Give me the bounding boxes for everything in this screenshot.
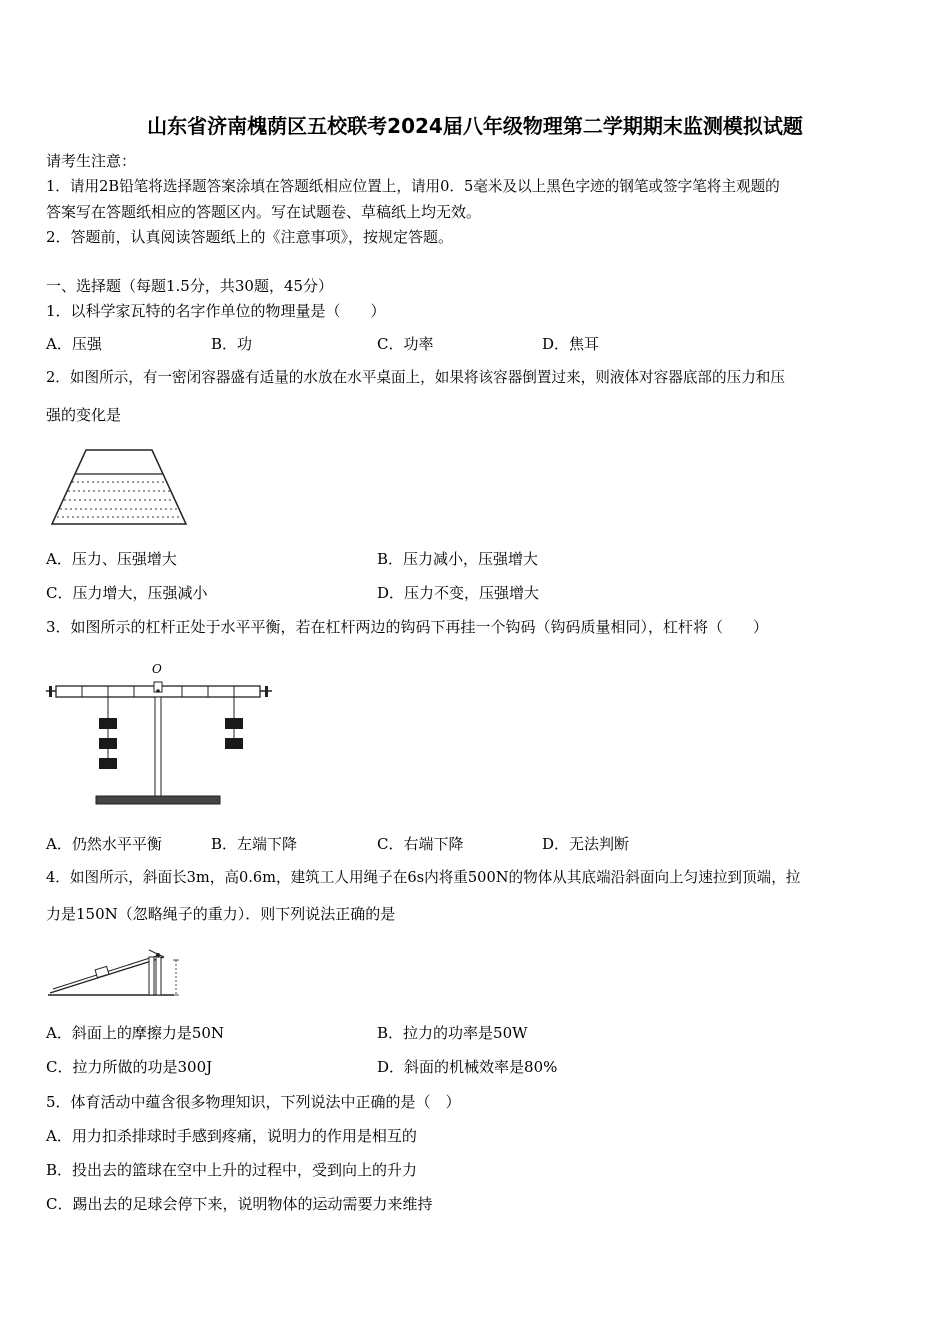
q4-option-b[interactable]: B．拉力的功率是50W (377, 1024, 528, 1042)
pivot-label: O (152, 662, 162, 676)
q4-option-d[interactable]: D．斜面的机械效率是80% (377, 1058, 558, 1076)
incline-figure (46, 944, 192, 1000)
q3-option-c[interactable]: C．右端下降 (377, 835, 464, 853)
notice-line-2: 2．答题前，认真阅读答题纸上的《注意事项》，按规定答题。 (46, 228, 454, 246)
q2-option-b[interactable]: B．压力减小，压强增大 (377, 550, 539, 568)
q3-option-b[interactable]: B．左端下降 (211, 835, 298, 853)
question-4-stem-line1: 4．如图所示，斜面长3m，高0.6m，建筑工人用绳子在6s内将重500N的物体从其底端沿斜面向上匀速拉到顶端，拉 (46, 869, 801, 886)
q1-option-a[interactable]: A．压强 (46, 335, 102, 353)
q5-option-c[interactable]: C．踢出去的足球会停下来，说明物体的运动需要力来维持 (46, 1195, 433, 1213)
question-5-stem: 5．体育活动中蕴含很多物理知识，下列说法中正确的是（ ） (46, 1093, 461, 1111)
question-4-stem-line2: 力是150N（忽略绳子的重力）．则下列说法正确的是 (46, 905, 396, 923)
question-2-stem-line1: 2．如图所示，有一密闭容器盛有适量的水放在水平桌面上，如果将该容器倒置过来，则液体对容器底部的压力和压 (46, 369, 785, 386)
q5-option-a[interactable]: A．用力扣杀排球时手感到疼痛，说明力的作用是相互的 (46, 1127, 417, 1145)
q4-option-a[interactable]: A．斜面上的摩擦力是50N (46, 1024, 225, 1042)
q1-option-d[interactable]: D．焦耳 (542, 335, 600, 353)
lever-figure (44, 660, 276, 810)
notice-line-1a: 1．请用2B铅笔将选择题答案涂填在答题纸相应位置上，请用0．5毫米及以上黑色字迹的钢笔或签字笔将主观题的 (46, 178, 780, 195)
q1-option-c[interactable]: C．功率 (377, 335, 434, 353)
q2-option-a[interactable]: A．压力、压强增大 (46, 550, 177, 568)
q1-option-b[interactable]: B．功 (211, 335, 253, 353)
page-title: 山东省济南槐荫区五校联考2024届八年级物理第二学期期末监测模拟试题 (147, 114, 803, 138)
container-figure (48, 446, 190, 528)
question-2-stem-line2: 强的变化是 (46, 406, 122, 424)
notice-line-1b: 答案写在答题纸相应的答题区内。写在试题卷、草稿纸上均无效。 (46, 203, 482, 221)
question-1-stem: 1．以科学家瓦特的名字作单位的物理量是（ ） (46, 302, 386, 320)
section-heading: 一、选择题（每题1.5分，共30题，45分） (46, 277, 334, 295)
q3-option-a[interactable]: A．仍然水平平衡 (46, 835, 162, 853)
q2-option-c[interactable]: C．压力增大，压强减小 (46, 584, 208, 602)
q5-option-b[interactable]: B．投出去的篮球在空中上升的过程中，受到向上的升力 (46, 1161, 418, 1179)
q4-option-c[interactable]: C．拉力所做的功是300J (46, 1058, 213, 1076)
notice-heading: 请考生注意： (46, 152, 137, 170)
q3-option-d[interactable]: D．无法判断 (542, 835, 630, 853)
question-3-stem: 3．如图所示的杠杆正处于水平平衡，若在杠杆两边的钩码下再挂一个钩码（钩码质量相同），杠杆将（ ） (46, 618, 769, 636)
q2-option-d[interactable]: D．压力不变，压强增大 (377, 584, 540, 602)
